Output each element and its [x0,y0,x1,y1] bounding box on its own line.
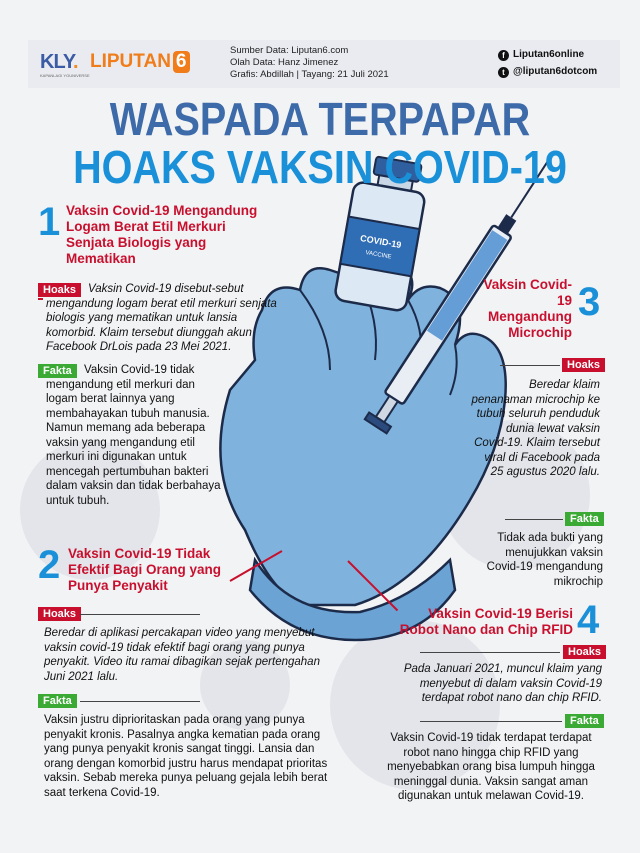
section-1-number: 1 [38,200,61,244]
section-2-fakta-tag: Fakta [38,694,77,708]
facebook-icon: f [498,50,509,61]
section-2-number: 2 [38,543,61,587]
section-3-fakta-rule [505,519,563,520]
vial-label-subtext: VACCINE [364,250,392,261]
section-1-hoaks-text: Vaksin Covid-19 disebut-sebut mengandung logam berat etil merkuri senjata biologis yang mematikan untuk lansia komorbid. Klaim tersebut diunggah akun Facebook DrLois pada 23 Mei 2021. [46,283,277,353]
section-1-title: Vaksin Covid-19 Mengandung Logam Berat Etil Merkuri Senjata Biologis yang Mematikan [66,203,258,266]
section-3-hoaks-tag: Hoaks [562,358,605,372]
main-title-line1: WASPADA TERPAPAR [109,93,531,145]
section-2-hoaks-tag: Hoaks [38,607,81,621]
kly-logo-tagline: KAPANLAGI YOUNIVERSE [40,73,90,78]
section-1-fakta-text: Vaksin Covid-19 tidak mengandung etil merkuri dan logam berat lainnya yang membahayakan tubuh manusia. Namun memang ada beberapa vaksin yang mengandung etil merkuri ini digunakan untuk mencegah pertumbuhan bakteri dalam vaksin dan tidak berbahaya untuk tubuh. [46,364,221,507]
section-3-fakta-tag: Fakta [565,512,604,526]
section-3-hoaks-rule [500,365,560,366]
section-3-title: Vaksin Covid-19 Mengandung Microchip [483,277,572,340]
twitter-icon: t [498,67,509,78]
section-4-fakta-tag: Fakta [565,714,604,728]
kly-logo: KLY. [40,51,78,73]
section-4-fakta-rule [420,721,562,722]
section-2-hoaks-text: Beredar di aplikasi percakapan video yang menyebut vaksin covid-19 tidak efektif bagi orang yang punya penyakit. Video itu ramai dibagikan sejak pertengahan Juni 2021 lalu. [44,627,320,683]
section-2-fakta-text: Vaksin justru diprioritaskan pada orang yang punya penyakit kronis. Pasalnya angka kematian pada orang yang punya penyakit kronis sangat tinggi. Lansia dan orang dengan komorbid justru harus mendapat prioritas vaksin. Sebab mereka punya peluang gejala lebih berat saat terkena Covid-19. [44,714,328,799]
data-editor-line: Olah Data: Hanz Jimenez [230,57,339,68]
vial-label-text: COVID-19 [359,232,403,251]
section-1-hoaks-tag: Hoaks [38,283,81,297]
section-4-fakta-text: Vaksin Covid-19 tidak terdapat terdapat robot nano hingga chip RFID yang menyebabkan orang bisa lumpuh hingga meninggal dunia. Vaksin sangat aman digunakan untuk melawan Covid-19. [387,732,595,802]
section-1-fakta-tag: Fakta [38,364,77,378]
facebook-handle: f Liputan6online [498,49,584,61]
section-3-hoaks-text: Beredar klaim penanaman microchip ke tubuh seluruh penduduk dunia lewat vaksin Covid-19. Klaim tersebut viral di Facebook pada 25 agustus 2020 lalu. [471,379,600,478]
source-data-line: Sumber Data: Liputan6.com [230,45,349,56]
section-3-number: 3 [578,280,601,324]
section-4-hoaks-rule [420,652,560,653]
section-2-fakta-rule [80,701,200,702]
section-2-hoaks-rule [80,614,200,615]
liputan6-logo: LIPUTAN 6 [90,51,190,73]
twitter-handle: t @liputan6dotcom [498,66,597,78]
section-4-number: 4 [577,598,600,642]
main-title-line2: HOAKS VAKSIN COVID-19 [73,141,567,193]
section-4-hoaks-text: Pada Januari 2021, muncul klaim yang menyebut di dalam vaksin Covid-19 terdapat robot nano dan chip RFID. [403,663,602,704]
section-3-fakta-text: Tidak ada bukti yang menujukkan vaksin Covid-19 mengandung mikrochip [486,532,603,588]
section-1-hoaks-rule [38,298,43,300]
section-4-title: Vaksin Covid-19 Berisi Robot Nano dan Chip RFID [399,606,573,637]
graphics-date-line: Grafis: Abdillah | Tayang: 21 Juli 2021 [230,69,389,80]
section-2-title: Vaksin Covid-19 Tidak Efektif Bagi Orang yang Punya Penyakit [68,546,222,593]
section-4-hoaks-tag: Hoaks [563,645,606,659]
